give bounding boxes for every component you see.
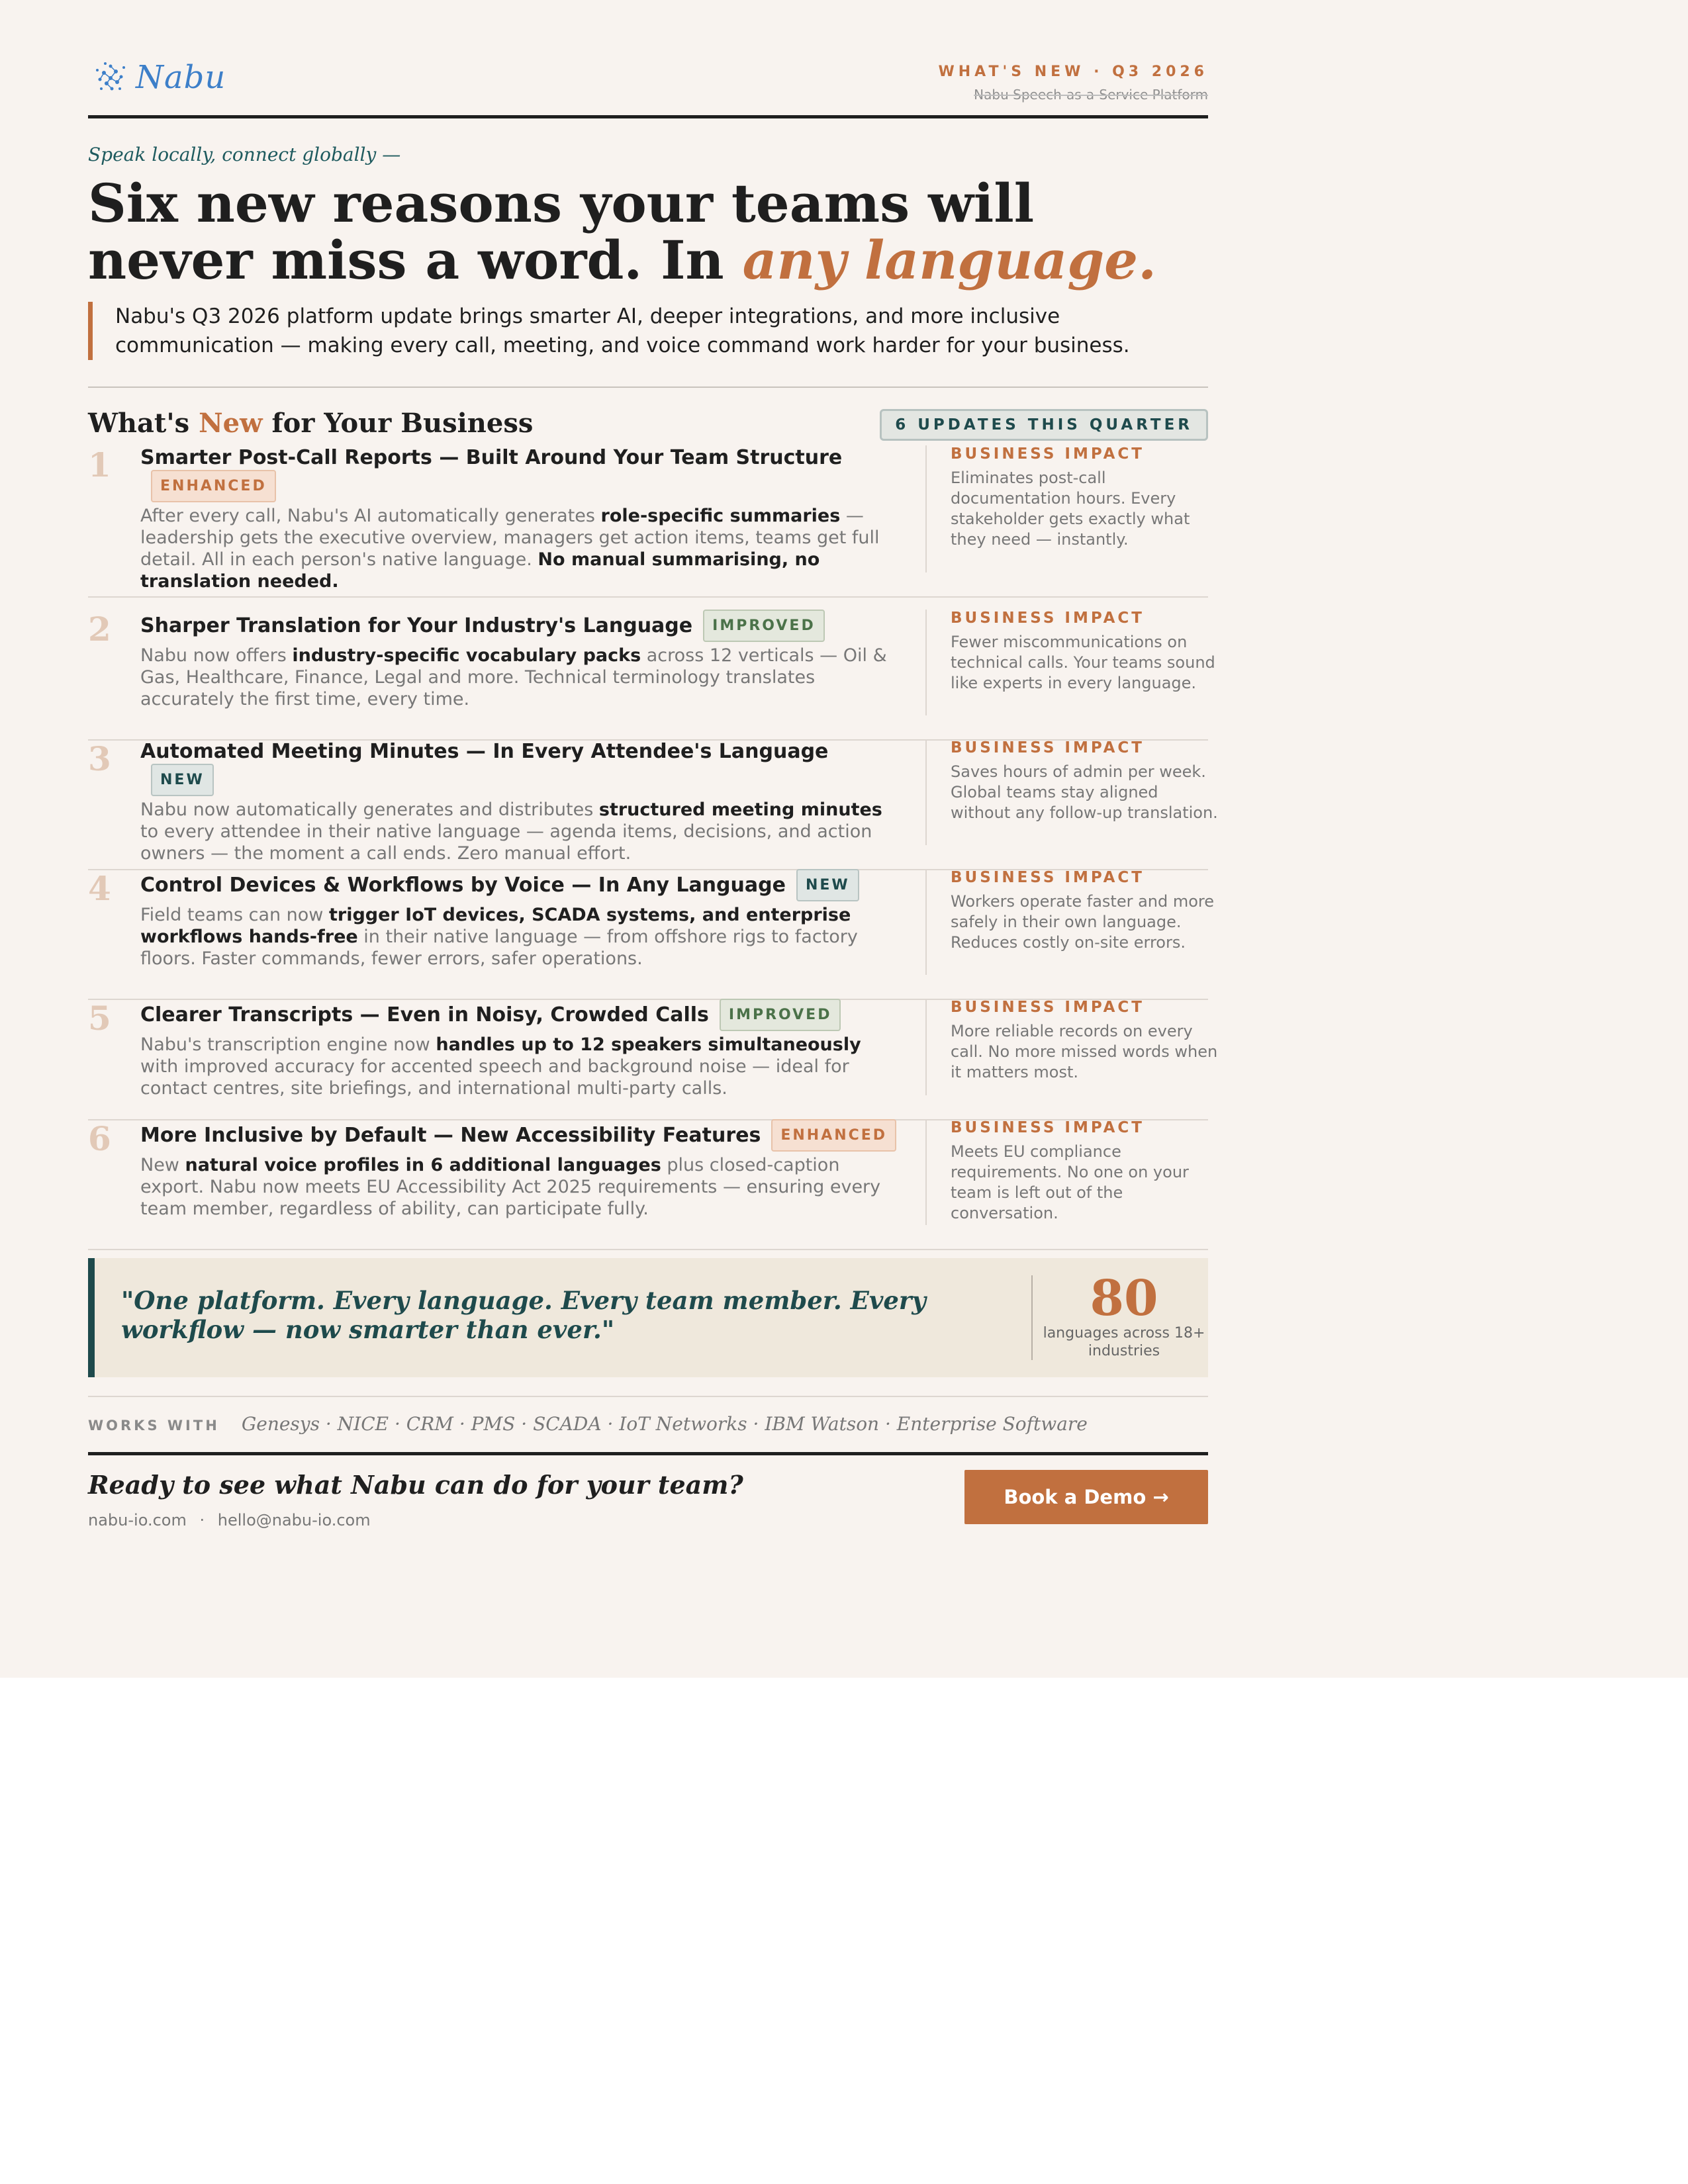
item-title-row	[140, 610, 902, 642]
issue-kicker: WHAT'S NEW · Q3 2026	[938, 64, 1208, 80]
update-item	[88, 999, 1218, 1120]
update-item	[88, 869, 1215, 1000]
contact-separator: ·	[199, 1511, 205, 1529]
impact-text: Eliminates post-call documentation hours. Every stakeholder gets exactly what they need — instantly.	[951, 469, 1190, 549]
item-number: 1	[88, 445, 111, 484]
stat-number: 80	[1090, 1270, 1158, 1327]
item-body	[140, 610, 902, 710]
item-number: 3	[88, 739, 111, 778]
quote-divider	[1031, 1275, 1033, 1360]
desc-text: in their native language — from offshore rigs to factory floors. Faster commands, fewer errors, safer operations.	[140, 927, 858, 969]
impact-text: Fewer miscommunications on technical calls. Your teams sound like experts in every language.	[951, 633, 1215, 692]
headline-line-2: never miss a word. In	[88, 229, 743, 291]
item-number: 2	[88, 610, 111, 649]
works-with-label: WORKS WITH	[88, 1418, 220, 1433]
desc-text: Nabu now offers	[140, 645, 293, 666]
desc-text: plus closed-caption export. Nabu now meets EU Accessibility Act 2025 requirements — ensuring every team member, regardless of ability, can participate fully.	[140, 1155, 881, 1219]
item-title-row	[140, 999, 902, 1031]
headline-line-1: Six new reasons your teams will	[88, 172, 1035, 234]
desc-emphasis: role-specific summaries	[600, 506, 841, 526]
item-status-badge: IMPROVED	[703, 610, 825, 642]
business-impact	[925, 610, 1222, 715]
business-impact	[925, 1119, 1222, 1225]
platform-name: Nabu Speech-as-a-Service Platform	[974, 87, 1208, 103]
update-item	[88, 1119, 1208, 1250]
item-status-badge: ENHANCED	[771, 1119, 896, 1152]
quote-panel	[88, 1258, 1208, 1377]
desc-emphasis: natural voice profiles in 6 additional languages	[185, 1155, 661, 1175]
impact-text: Meets EU compliance requirements. No one on your team is left out of the conversation.	[951, 1142, 1189, 1222]
desc-text: with improved accuracy for accented speech and background noise — ideal for contact centres, site briefings, and international multi-party calls.	[140, 1056, 849, 1099]
impact-label: BUSINESS IMPACT	[951, 869, 1145, 886]
desc-emphasis: handles up to 12 speakers simultaneously	[436, 1034, 861, 1055]
item-title: More Inclusive by Default — New Accessibility Features	[140, 1124, 761, 1147]
desc-text: After every call, Nabu's AI automatically generates	[140, 506, 601, 526]
desc-emphasis: structured meeting minutes	[598, 799, 882, 820]
logo-wordmark: Nabu	[136, 59, 226, 96]
item-description	[140, 505, 902, 592]
item-status-badge: IMPROVED	[720, 999, 841, 1031]
updates-count-badge: 6 UPDATES THIS QUARTER	[880, 409, 1208, 441]
hero-lede: Nabu's Q3 2026 platform update brings smarter AI, deeper integrations, and more inclusive communication — making every call, meeting, and voice command work harder for your business.	[88, 302, 1148, 360]
desc-text: — leadership gets the executive overview, managers get action items, teams get full detail. All in each person's native language.	[140, 506, 880, 570]
business-impact	[925, 445, 1222, 572]
item-status-badge: ENHANCED	[151, 470, 276, 502]
brand-logo[interactable]	[91, 58, 226, 97]
update-item	[88, 739, 1218, 870]
item-title-row	[140, 445, 902, 502]
globe-logo-icon	[91, 58, 132, 97]
desc-text: to every attendee in their native language — agenda items, decisions, and action owners — the moment a call ends. Zero manual effort.	[140, 821, 872, 864]
works-with-row	[88, 1396, 1208, 1435]
cta-section	[88, 1452, 1208, 1529]
item-title-row	[140, 869, 902, 901]
item-body	[140, 1119, 902, 1220]
item-body	[140, 999, 902, 1099]
section-title	[88, 408, 533, 439]
item-title-row	[140, 1119, 902, 1152]
desc-text: New	[140, 1155, 185, 1175]
stat-label: languages across 18+ industries	[1043, 1325, 1205, 1359]
item-status-badge: NEW	[151, 764, 214, 796]
cta-question: Ready to see what Nabu can do for your team?	[88, 1470, 743, 1500]
item-title: Sharper Translation for Your Industry's Language	[140, 614, 693, 637]
item-status-badge: NEW	[796, 869, 859, 901]
update-item	[88, 610, 1215, 741]
section-title-pre: What's	[88, 408, 199, 439]
item-description	[140, 1154, 902, 1220]
integrations-list: Genesys · NICE · CRM · PMS · SCADA · IoT Networks · IBM Watson · Enterprise Software	[241, 1413, 1088, 1435]
hero-headline	[88, 172, 1208, 291]
impact-label: BUSINESS IMPACT	[951, 999, 1145, 1016]
impact-label: BUSINESS IMPACT	[951, 739, 1145, 756]
desc-emphasis: No manual summarising, no translation needed.	[140, 549, 820, 592]
update-item	[88, 445, 1208, 598]
item-body	[140, 869, 902, 970]
website-link[interactable]: nabu-io.com	[88, 1511, 187, 1529]
item-title: Automated Meeting Minutes — In Every Attendee's Language	[140, 740, 829, 763]
impact-label: BUSINESS IMPACT	[951, 610, 1145, 627]
item-body	[140, 739, 902, 864]
item-title: Smarter Post-Call Reports — Built Around Your Team Structure	[140, 446, 843, 469]
desc-emphasis: trigger IoT devices, SCADA systems, and enterprise workflows hands-free	[140, 905, 851, 947]
item-description	[140, 1034, 902, 1099]
book-demo-button[interactable]: Book a Demo →	[964, 1470, 1208, 1524]
item-title-row	[140, 739, 902, 796]
impact-label: BUSINESS IMPACT	[951, 445, 1145, 463]
desc-text: Nabu's transcription engine now	[140, 1034, 436, 1055]
pull-quote: "One platform. Every language. Every team member. Every workflow — now smarter than ever."	[121, 1286, 926, 1344]
impact-label: BUSINESS IMPACT	[951, 1119, 1145, 1136]
desc-text: Field teams can now	[140, 905, 329, 925]
divider	[88, 387, 1208, 388]
hero-tagline: Speak locally, connect globally —	[88, 144, 401, 165]
section-title-highlight: New	[199, 408, 263, 439]
header-bar	[88, 56, 1208, 118]
desc-text: Nabu now automatically generates and distributes	[140, 799, 599, 820]
item-description	[140, 799, 902, 864]
desc-emphasis: industry-specific vocabulary packs	[292, 645, 641, 666]
business-impact	[925, 869, 1222, 975]
contact-links	[88, 1511, 371, 1529]
item-description	[140, 645, 902, 710]
item-number: 5	[88, 999, 111, 1038]
item-number: 4	[88, 869, 111, 908]
business-impact	[925, 739, 1222, 845]
impact-text: Workers operate faster and more safely in their own language. Reduces costly on-site errors.	[951, 892, 1215, 952]
section-title-post: for Your Business	[262, 408, 534, 439]
impact-text: Saves hours of admin per week. Global teams stay aligned without any follow-up translation.	[951, 762, 1218, 822]
desc-text: across 12 verticals — Oil & Gas, Healthcare, Finance, Legal and more. Technical terminology translates accurately the first time, every time.	[140, 645, 887, 709]
header-meta	[938, 64, 1208, 103]
impact-text: More reliable records on every call. No more missed words when it matters most.	[951, 1022, 1218, 1081]
business-impact	[925, 999, 1222, 1095]
item-body	[140, 445, 902, 592]
item-title: Control Devices & Workflows by Voice — In Any Language	[140, 874, 786, 897]
item-title: Clearer Transcripts — Even in Noisy, Crowded Calls	[140, 1003, 709, 1026]
email-link[interactable]: hello@nabu-io.com	[217, 1511, 371, 1529]
item-description	[140, 904, 902, 970]
content-column	[88, 56, 1218, 1222]
headline-accent: any language.	[742, 229, 1156, 291]
item-number: 6	[88, 1119, 111, 1158]
